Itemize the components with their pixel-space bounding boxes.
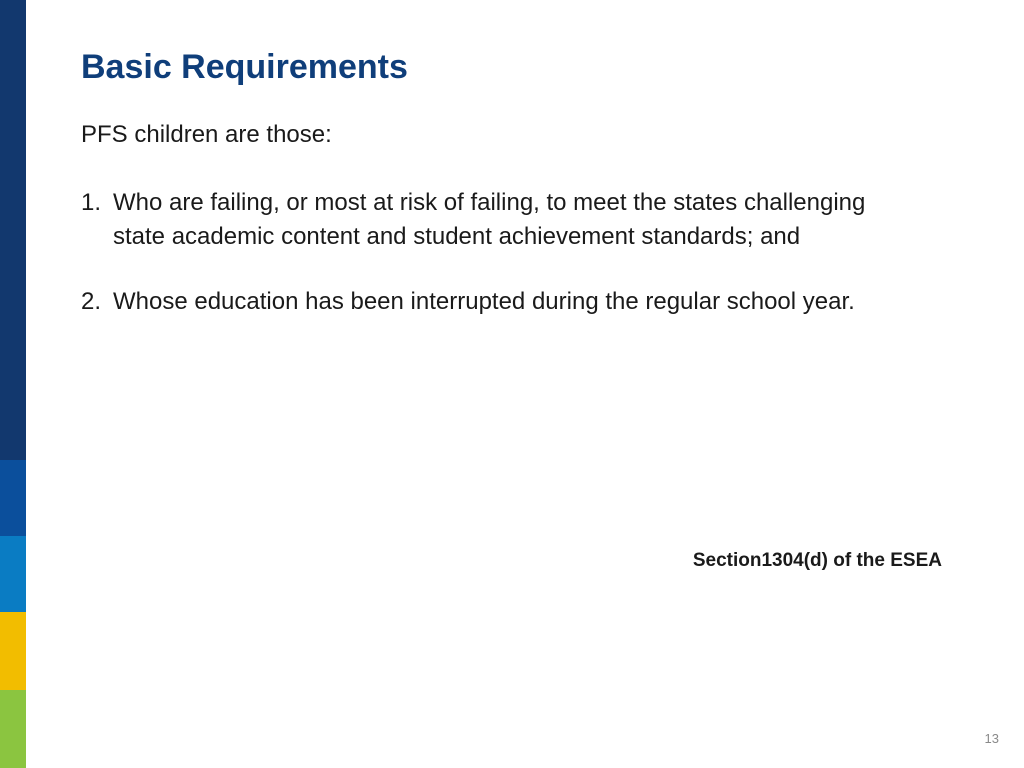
sidebar-segment-green	[0, 690, 26, 768]
sidebar-accent-bar	[0, 0, 26, 768]
sidebar-segment-navy	[0, 0, 26, 460]
requirement-item	[81, 186, 911, 254]
requirement-number: 1.	[81, 189, 102, 216]
sidebar-segment-light-blue	[0, 536, 26, 612]
requirement-number: 2.	[81, 288, 102, 315]
requirement-text: Whose education has been interrupted during the regular school year.	[113, 288, 855, 315]
sidebar-segment-yellow	[0, 612, 26, 690]
requirement-text: Who are failing, or most at risk of failing, to meet the states challenging state academic content and student achievement standards; and	[113, 189, 866, 250]
requirement-item	[81, 285, 911, 319]
sidebar-segment-blue	[0, 460, 26, 536]
page-number: 13	[984, 731, 999, 746]
intro-text: PFS children are those:	[81, 121, 332, 148]
requirements-list	[81, 186, 911, 350]
citation-source: Section1304(d) of the ESEA	[692, 550, 942, 571]
slide-title: Basic Requirements	[81, 48, 408, 86]
